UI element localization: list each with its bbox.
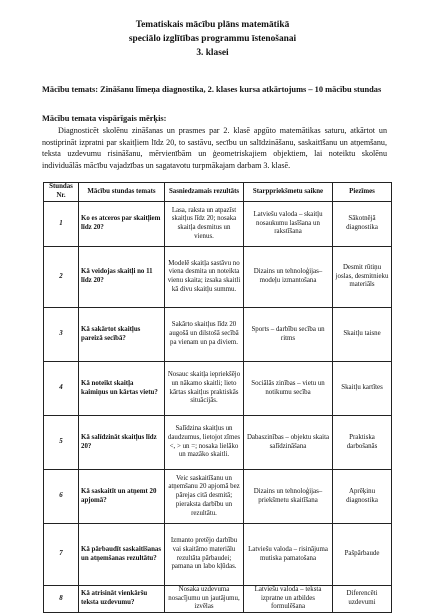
general-goal-heading: Mācību temata vispārīgais mērķis: — [42, 114, 167, 123]
lesson-topic: Kā saskaitīt un atņemt 20 apjomā? — [79, 470, 165, 524]
lesson-topic: Kā salīdzināt skaitļus līdz 20? — [79, 416, 165, 470]
lesson-result: Lasa, raksta un atpazīst skaitļus līdz 20; nosaka skaitļa desmitus un vienus. — [165, 202, 244, 247]
lesson-note: Sākotnējā diagnostika — [333, 202, 392, 247]
lesson-topic: Kā pārbaudīt saskaitīšanas un atņemšanas rezultātu? — [79, 524, 165, 586]
lesson-topic: Kā veidojas skaitļi no 11 līdz 20? — [79, 247, 165, 308]
lesson-result: Veic saskaitīšanu un atņemšanu 20 apjomā bez pārejas citā desmitā; pieraksta darbību un rezultātu. — [165, 470, 244, 524]
lesson-result: Salīdzina skaitļus un daudzumus, lietojot zīmes <, > un =; nosaka lielāko un mazāko skaitli. — [165, 416, 244, 470]
lesson-cross-subject: Sociālās zinības – vietu un notikumu secība — [244, 362, 333, 416]
header-notes: Piezīmes — [333, 183, 392, 202]
lesson-cross-subject: Latviešu valoda – risinājuma mutiska pamatošana — [244, 524, 333, 586]
lesson-number: 1 — [44, 202, 79, 247]
table-row — [44, 308, 392, 362]
lesson-cross-subject: Dizains un tehnoloģijas– modeļu izmantošana — [244, 247, 333, 308]
lesson-note: Diferencēti uzdevumi — [333, 586, 392, 613]
general-goal-text: Diagnosticēt skolēnu zināšanas un prasmes par 2. klasē apgūto matemātikas saturu, atkārtot un nostiprināt izpratni par skaitļiem līdz 20, to sastāvu, secību un salīdzināšanu, saskaitīšanu un atņemšanu, teksta uzdevumu risināšanu, mērvienībām un ģeometriskajiem objektiem, lai noteiktu skolēnu individuālās mācību vajadzības un sagatavotu turpmākajam darbam 3. klasē. — [42, 126, 387, 171]
table-row — [44, 416, 392, 470]
table-row — [44, 470, 392, 524]
lesson-result: Nosaka uzdevuma nosacījumu un jautājumu, izvēlas — [165, 586, 244, 613]
lesson-note: Skaitļu kartītes — [333, 362, 392, 416]
lesson-cross-subject: Latviešu valoda – skaitļu nosaukumu lasīšana un rakstīšana — [244, 202, 333, 247]
lesson-cross-subject: Dizains un tehnoloģijas– priekšmetu skaitīšana — [244, 470, 333, 524]
header-result: Sasniedzamais rezultāts — [165, 183, 244, 202]
header-cross-subject: Starppriekšmetu saikne — [244, 183, 333, 202]
lesson-cross-subject: Dabaszinības – objektu skaita salīdzināšana — [244, 416, 333, 470]
lesson-result: Sakārto skaitļus līdz 20 augošā un dilstošā secībā pa vienam un pa diviem. — [165, 308, 244, 362]
lesson-number: 3 — [44, 308, 79, 362]
lesson-topic: Kā atrisināt vienkāršu teksta uzdevumu? — [79, 586, 165, 613]
lesson-number: 4 — [44, 362, 79, 416]
lesson-number: 5 — [44, 416, 79, 470]
lesson-cross-subject: Sports – darbību secība un ritms — [244, 308, 333, 362]
lesson-number: 6 — [44, 470, 79, 524]
table-header-row — [44, 183, 392, 202]
lesson-note: Aprēķinu diagnostika — [333, 470, 392, 524]
header-lesson-number: Stundas Nr. — [44, 183, 79, 202]
table-row — [44, 524, 392, 586]
lesson-number: 2 — [44, 247, 79, 308]
lesson-note: Pašpārbaude — [333, 524, 392, 586]
lesson-number: 7 — [44, 524, 79, 586]
table-row — [44, 247, 392, 308]
lesson-result: Modelē skaitļa sastāvu no viena desmita un noteikta vienu skaita; izsaka skaitli kā divu skaitļu summu. — [165, 247, 244, 308]
lesson-cross-subject: Latviešu valoda – teksta izpratne un atbildes formulēšana — [244, 586, 333, 613]
document-title-line-2: speciālo izglītības programmu īstenošanai — [128, 34, 297, 44]
lesson-topic: Ko es atceros par skaitļiem līdz 20? — [79, 202, 165, 247]
document-title-line-3: 3. klasei — [196, 48, 229, 58]
lesson-note: Praktiska darbošanās — [333, 416, 392, 470]
lesson-plan-table — [43, 182, 392, 613]
lesson-topic: Kā noteikt skaitļa kaimiņus un kārtas vietu? — [79, 362, 165, 416]
table-row — [44, 362, 392, 416]
table-row — [44, 202, 392, 247]
header-lesson-topic: Mācību stundas temats — [79, 183, 165, 202]
lesson-result: Izmanto pretējo darbību vai skaitāmo materiālu rezultāta pārbaudei; pamana un labo kļūdas. — [165, 524, 244, 586]
document-title-line-1: Tematiskais mācību plāns matemātikā — [135, 20, 290, 30]
lesson-number: 8 — [44, 586, 79, 613]
table-row — [44, 586, 392, 613]
lesson-note: Desmit rūtiņu joslas, desmitnieku materiāls — [333, 247, 392, 308]
lesson-topic: Kā sakārtot skaitļus pareizā secībā? — [79, 308, 165, 362]
topic-heading: Mācību temats: Zināšanu līmeņa diagnostika, 2. klases kursa atkārtojums – 10 mācību stundas — [42, 85, 382, 94]
lesson-note: Skaitļu taisne — [333, 308, 392, 362]
lesson-result: Nosauc skaitļa iepriekšējo un nākamo skaitli; lieto kārtas skaitļus praktiskās situācijās. — [165, 362, 244, 416]
